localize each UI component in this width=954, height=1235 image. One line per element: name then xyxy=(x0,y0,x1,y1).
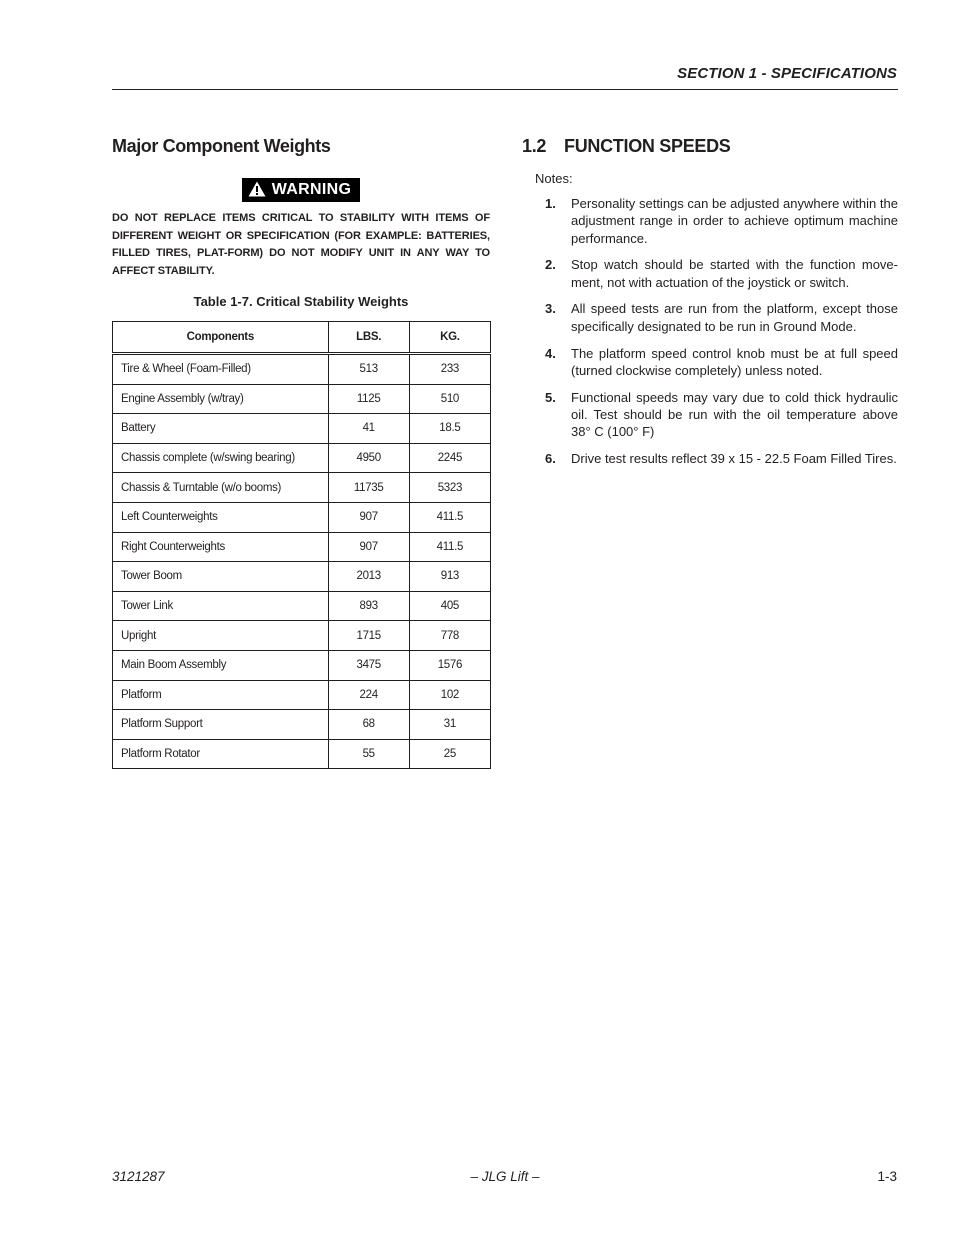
note-text: Functional speeds may vary due to cold thick hydraulic oil. Test should be run with the oil temperature above 38° C (100° F) xyxy=(571,389,898,440)
table-row xyxy=(113,621,491,651)
note-number: 4. xyxy=(545,345,556,361)
note-text: Drive test results reflect 39 x 15 - 22.5 Foam Filled Tires. xyxy=(571,451,897,467)
component-cell: Engine Assembly (w/tray) xyxy=(113,384,329,414)
kg-cell: 25 xyxy=(409,739,490,769)
table-header-row xyxy=(113,322,491,354)
note-text: All speed tests are run from the platform, except those specifically designated to be run in Ground Mode. xyxy=(571,301,898,334)
footer-center-text: – JLG Lift – xyxy=(470,1169,540,1184)
heading-number: 1.2 xyxy=(522,136,547,156)
kg-cell: 2245 xyxy=(409,443,490,473)
component-cell: Chassis & Turntable (w/o booms) xyxy=(113,473,329,503)
note-number: 6. xyxy=(545,451,556,467)
lbs-cell: 907 xyxy=(328,532,409,562)
note-number: 3. xyxy=(545,301,556,317)
table-row xyxy=(113,562,491,592)
table-caption: Table 1-7. Critical Stability Weights xyxy=(193,294,409,309)
component-cell: Battery xyxy=(113,414,329,444)
note-item xyxy=(522,450,898,467)
note-item xyxy=(522,195,898,247)
right-column xyxy=(522,130,898,477)
lbs-cell: 893 xyxy=(328,591,409,621)
lbs-cell: 68 xyxy=(328,710,409,740)
note-text: Personality settings can be adjusted anywhere within the adjustment range in order to achieve optimum machine performance. xyxy=(571,196,898,246)
warning-label: WARNING xyxy=(271,181,352,198)
note-item xyxy=(522,256,898,291)
left-column xyxy=(112,130,490,769)
table-row xyxy=(113,710,491,740)
table-row xyxy=(113,384,491,414)
lbs-cell: 2013 xyxy=(328,562,409,592)
table-row xyxy=(113,532,491,562)
function-speeds-heading xyxy=(522,130,898,162)
component-cell: Upright xyxy=(113,621,329,651)
footer-page-number: 1-3 xyxy=(877,1169,897,1184)
notes-label: Notes: xyxy=(535,171,573,186)
table-row xyxy=(113,502,491,532)
component-cell: Platform Rotator xyxy=(113,739,329,769)
component-cell: Tower Boom xyxy=(113,562,329,592)
component-cell: Platform xyxy=(113,680,329,710)
critical-stability-weights-table xyxy=(112,321,491,769)
kg-cell: 233 xyxy=(409,354,490,385)
table-row xyxy=(113,354,491,385)
component-cell: Tire & Wheel (Foam-Filled) xyxy=(113,354,329,385)
note-number: 2. xyxy=(545,257,556,273)
kg-cell: 31 xyxy=(409,710,490,740)
lbs-cell: 55 xyxy=(328,739,409,769)
column-header-kg: KG. xyxy=(409,322,490,354)
table-row xyxy=(113,680,491,710)
lbs-cell: 3475 xyxy=(328,650,409,680)
lbs-cell: 224 xyxy=(328,680,409,710)
kg-cell: 411.5 xyxy=(409,502,490,532)
lbs-cell: 4950 xyxy=(328,443,409,473)
heading-text: FUNCTION SPEEDS xyxy=(564,136,731,156)
component-cell: Main Boom Assembly xyxy=(113,650,329,680)
kg-cell: 913 xyxy=(409,562,490,592)
lbs-cell: 11735 xyxy=(328,473,409,503)
notes-list xyxy=(522,195,898,467)
lbs-cell: 513 xyxy=(328,354,409,385)
table-row xyxy=(113,414,491,444)
lbs-cell: 907 xyxy=(328,502,409,532)
kg-cell: 405 xyxy=(409,591,490,621)
component-cell: Chassis complete (w/swing bearing) xyxy=(113,443,329,473)
warning-triangle-icon xyxy=(248,181,266,197)
note-number: 1. xyxy=(545,196,556,211)
table-row xyxy=(113,739,491,769)
warning-text: DO NOT REPLACE ITEMS CRITICAL TO STABILITY WITH ITEMS OF DIFFERENT WEIGHT OR SPECIFICATION (FOR EXAMPLE: BATTERIES, FILLED TIRES, PLAT-FORM) DO NOT MODIFY UNIT IN ANY WAY TO AFFECT STABILITY. xyxy=(112,212,490,277)
kg-cell: 5323 xyxy=(409,473,490,503)
header-rule xyxy=(112,89,898,90)
note-item xyxy=(522,300,898,335)
component-cell: Tower Link xyxy=(113,591,329,621)
component-weights-heading: Major Component Weights xyxy=(112,136,331,156)
warning-label-box xyxy=(242,178,360,202)
lbs-cell: 1715 xyxy=(328,621,409,651)
component-cell: Left Counterweights xyxy=(113,502,329,532)
component-cell: Right Counterweights xyxy=(113,532,329,562)
note-number: 5. xyxy=(545,389,556,405)
kg-cell: 778 xyxy=(409,621,490,651)
table-row xyxy=(113,591,491,621)
kg-cell: 102 xyxy=(409,680,490,710)
note-item xyxy=(522,389,898,441)
kg-cell: 18.5 xyxy=(409,414,490,444)
kg-cell: 411.5 xyxy=(409,532,490,562)
lbs-cell: 41 xyxy=(328,414,409,444)
kg-cell: 510 xyxy=(409,384,490,414)
note-text: The platform speed control knob must be at full speed (turned clockwise completely) unless noted. xyxy=(571,345,898,378)
table-row xyxy=(113,650,491,680)
column-header-components: Components xyxy=(113,322,329,354)
note-text: Stop watch should be started with the function move-ment, not with actuation of the joystick or switch. xyxy=(571,257,898,290)
lbs-cell: 1125 xyxy=(328,384,409,414)
footer-doc-number: 3121287 xyxy=(112,1169,165,1184)
column-header-lbs: LBS. xyxy=(328,322,409,354)
warning-banner xyxy=(112,178,490,202)
kg-cell: 1576 xyxy=(409,650,490,680)
table-row xyxy=(113,473,491,503)
component-cell: Platform Support xyxy=(113,710,329,740)
note-item xyxy=(522,345,898,380)
table-row xyxy=(113,443,491,473)
section-header-title: SECTION 1 - SPECIFICATIONS xyxy=(677,65,897,82)
